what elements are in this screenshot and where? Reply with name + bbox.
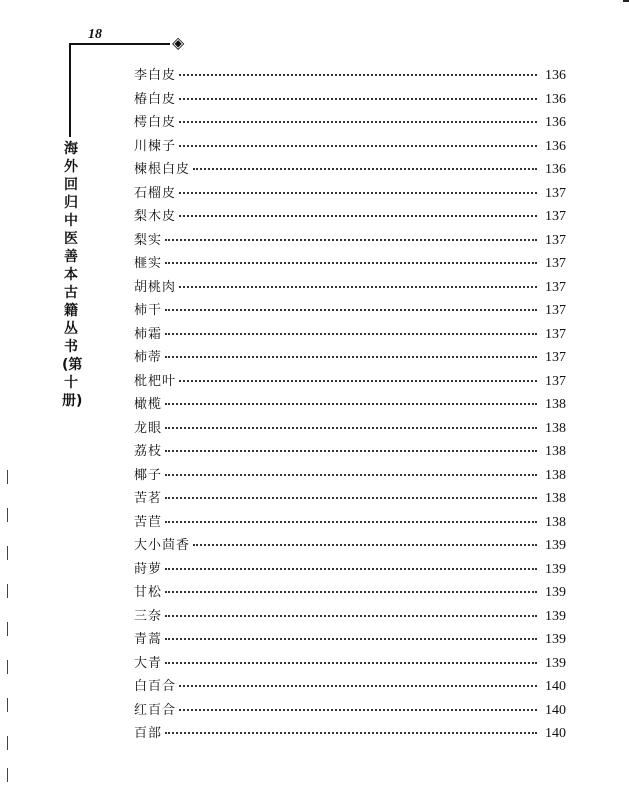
toc-entry-name: 红百合 <box>134 702 177 718</box>
toc-entry <box>134 487 566 511</box>
dot-leader <box>165 615 537 617</box>
dot-leader <box>165 732 537 734</box>
toc-entry-page: 138 <box>545 514 566 530</box>
dot-leader <box>193 168 537 170</box>
toc-entry-name: 苦茗 <box>134 491 163 506</box>
dot-leader <box>179 380 537 382</box>
dot-leader <box>179 121 537 123</box>
toc-entry <box>134 276 566 300</box>
toc-entry-name: 橄榄 <box>134 397 163 412</box>
dot-leader <box>179 192 537 194</box>
toc-entry <box>134 652 566 676</box>
toc-entry-name: 柿霜 <box>134 326 163 342</box>
top-border <box>623 0 629 2</box>
dot-leader <box>165 450 537 452</box>
dot-leader <box>165 521 537 523</box>
toc-entry-name: 苦苣 <box>134 514 163 530</box>
toc-entry-page: 136 <box>545 115 566 130</box>
dot-leader <box>165 356 537 358</box>
dot-leader <box>165 568 537 570</box>
table-of-contents <box>134 64 566 746</box>
toc-entry <box>134 229 566 253</box>
toc-entry <box>134 370 566 394</box>
toc-entry-name: 龙眼 <box>134 420 163 436</box>
toc-entry <box>134 534 566 558</box>
dot-leader <box>165 333 537 335</box>
toc-entry <box>134 581 566 605</box>
toc-entry <box>134 111 566 135</box>
toc-entry-name: 大小茴香 <box>134 538 191 553</box>
toc-entry-name: 百部 <box>134 726 163 741</box>
toc-entry <box>134 88 566 112</box>
binding-mark <box>7 768 8 782</box>
toc-entry-page: 137 <box>545 326 566 342</box>
dot-leader <box>165 239 537 241</box>
toc-entry-page: 136 <box>545 91 566 107</box>
toc-entry-name: 樗白皮 <box>134 115 177 130</box>
toc-entry-page: 139 <box>545 561 566 577</box>
binding-mark <box>7 736 8 750</box>
toc-entry-page: 137 <box>545 232 566 248</box>
diamond-ornament-icon: ◈ <box>172 33 185 52</box>
toc-entry-page: 139 <box>545 608 566 624</box>
toc-entry <box>134 511 566 535</box>
dot-leader <box>165 591 537 593</box>
toc-entry <box>134 205 566 229</box>
toc-entry-page: 138 <box>545 467 566 483</box>
dot-leader <box>165 309 537 311</box>
dot-leader <box>179 215 537 217</box>
toc-entry-page: 140 <box>545 679 566 694</box>
toc-entry-name: 大青 <box>134 655 163 671</box>
toc-entry-name: 甘松 <box>134 585 163 600</box>
toc-entry <box>134 417 566 441</box>
header-rule <box>70 43 170 45</box>
dot-leader <box>165 262 537 264</box>
side-rule <box>69 43 71 137</box>
binding-mark <box>7 660 8 674</box>
toc-entry-name: 椿白皮 <box>134 91 177 107</box>
toc-entry <box>134 323 566 347</box>
page-number: 18 <box>88 27 102 42</box>
toc-entry <box>134 628 566 652</box>
toc-entry-name: 椰子 <box>134 467 163 483</box>
toc-entry <box>134 393 566 417</box>
toc-entry-name: 三奈 <box>134 608 163 624</box>
toc-entry-page: 139 <box>545 585 566 600</box>
toc-entry <box>134 135 566 159</box>
toc-entry-name: 梨木皮 <box>134 209 177 224</box>
toc-entry-name: 白百合 <box>134 679 177 694</box>
toc-entry-page: 138 <box>545 444 566 459</box>
toc-entry <box>134 675 566 699</box>
dot-leader <box>193 544 537 546</box>
dot-leader <box>165 497 537 499</box>
toc-entry <box>134 182 566 206</box>
toc-entry-name: 李白皮 <box>134 68 177 83</box>
dot-leader <box>179 145 537 147</box>
toc-entry-page: 136 <box>545 138 566 154</box>
toc-entry <box>134 605 566 629</box>
toc-entry-name: 川楝子 <box>134 138 177 154</box>
toc-entry-page: 139 <box>545 632 566 647</box>
toc-entry <box>134 722 566 746</box>
toc-entry-page: 138 <box>545 491 566 506</box>
dot-leader <box>165 403 537 405</box>
dot-leader <box>179 74 537 76</box>
toc-entry <box>134 440 566 464</box>
dot-leader <box>179 685 537 687</box>
binding-mark <box>7 470 8 484</box>
dot-leader <box>165 638 537 640</box>
toc-entry-page: 138 <box>545 397 566 412</box>
toc-entry-page: 138 <box>545 420 566 436</box>
toc-entry-name: 枇杷叶 <box>134 373 177 389</box>
series-title: 海外回归中医善本古籍丛书(第十册) <box>62 141 83 409</box>
toc-entry-name: 荔枝 <box>134 444 163 459</box>
toc-entry-page: 136 <box>545 162 566 177</box>
toc-entry <box>134 464 566 488</box>
toc-entry <box>134 158 566 182</box>
toc-entry-page: 139 <box>545 538 566 553</box>
dot-leader <box>165 474 537 476</box>
toc-entry-name: 柿干 <box>134 303 163 318</box>
toc-entry-name: 石榴皮 <box>134 185 177 201</box>
toc-entry-page: 137 <box>545 350 566 365</box>
toc-entry-name: 胡桃肉 <box>134 279 177 295</box>
toc-entry <box>134 252 566 276</box>
toc-entry <box>134 299 566 323</box>
toc-entry-page: 137 <box>545 373 566 389</box>
dot-leader <box>179 709 537 711</box>
toc-entry-name: 青蒿 <box>134 632 163 647</box>
toc-entry-name: 柿蒂 <box>134 350 163 365</box>
dot-leader <box>165 427 537 429</box>
toc-entry-name: 莳萝 <box>134 561 163 577</box>
toc-entry-page: 137 <box>545 209 566 224</box>
binding-mark <box>7 546 8 560</box>
toc-entry <box>134 699 566 723</box>
toc-entry-page: 137 <box>545 256 566 271</box>
toc-entry-page: 140 <box>545 702 566 718</box>
dot-leader <box>179 286 537 288</box>
dot-leader <box>165 662 537 664</box>
toc-entry-page: 139 <box>545 655 566 671</box>
binding-mark <box>7 622 8 636</box>
dot-leader <box>179 98 537 100</box>
toc-entry <box>134 64 566 88</box>
toc-entry <box>134 558 566 582</box>
binding-mark <box>7 508 8 522</box>
binding-mark <box>7 584 8 598</box>
toc-entry-page: 137 <box>545 279 566 295</box>
toc-entry-page: 137 <box>545 303 566 318</box>
toc-entry-page: 136 <box>545 68 566 83</box>
toc-entry-name: 楝根白皮 <box>134 162 191 177</box>
toc-entry-page: 140 <box>545 726 566 741</box>
toc-entry <box>134 346 566 370</box>
binding-mark <box>7 698 8 712</box>
toc-entry-page: 137 <box>545 185 566 201</box>
toc-entry-name: 梨实 <box>134 232 163 248</box>
toc-entry-name: 榧实 <box>134 256 163 271</box>
